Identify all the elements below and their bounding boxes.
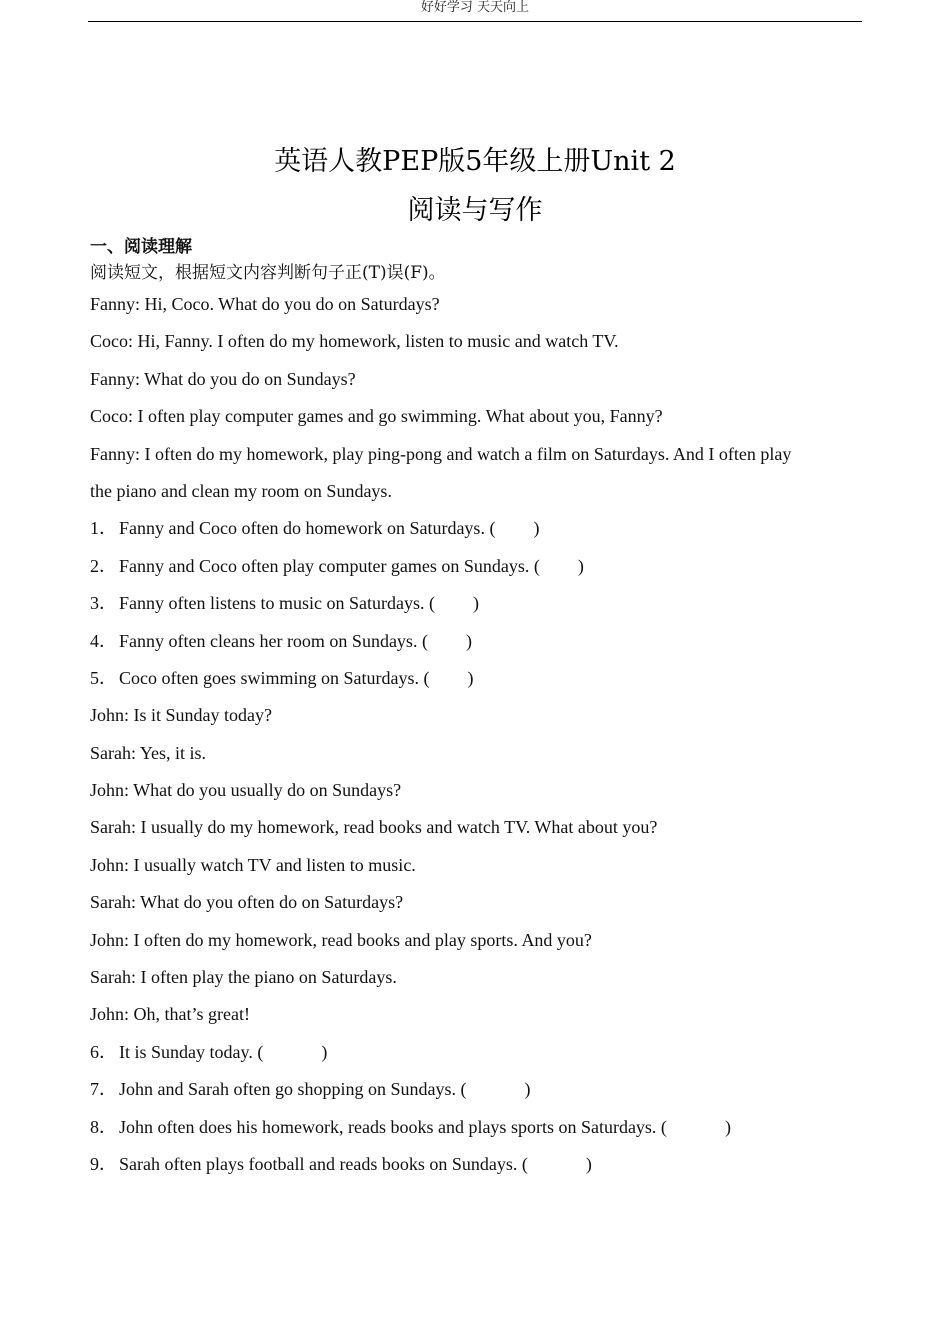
dialogue-line: Coco: Hi, Fanny. I often do my homework, listen to music and watch TV.	[90, 331, 619, 352]
question-number: 1．	[90, 518, 117, 539]
instruction-text: 阅读短文，根据短文内容判断句子正(T)误(F)。	[90, 263, 446, 283]
question-number: 8．	[90, 1116, 117, 1137]
question-close: )	[321, 1041, 328, 1062]
dialogue-line: Fanny: Hi, Coco. What do you do on Saturdays?	[90, 294, 440, 314]
question-item	[90, 1077, 860, 1114]
question-number: 6．	[90, 1041, 117, 1062]
question-text: Fanny often cleans her room on Sundays. (	[119, 630, 428, 651]
dialogue-line: the piano and clean my room on Sundays.	[90, 480, 392, 501]
dialogue-line: Coco: I often play computer games and go swimming. What about you, Fanny?	[90, 406, 663, 427]
question-close: )	[524, 1079, 531, 1100]
question-item	[90, 554, 860, 591]
dialogue-line: John: I usually watch TV and listen to music.	[90, 854, 416, 875]
dialogue-line: John: Is it Sunday today?	[90, 705, 272, 726]
question-number: 7．	[90, 1079, 117, 1100]
dialogue-line: John: I often do my homework, read books and play sports. And you?	[90, 929, 592, 950]
question-close: )	[467, 667, 474, 688]
question-text: John and Sarah often go shopping on Sundays. (	[119, 1079, 467, 1100]
exercise-body	[90, 292, 860, 1189]
question-text: Coco often goes swimming on Saturdays. (	[119, 667, 430, 688]
question-number: 3．	[90, 593, 117, 614]
dialogue-line: John: Oh, that’s great!	[90, 1004, 250, 1025]
question-close: )	[533, 518, 540, 539]
question-text: John often does his homework, reads books and plays sports on Saturdays. (	[119, 1116, 667, 1137]
question-close: )	[472, 593, 479, 614]
section-heading: 一、阅读理解	[90, 237, 192, 257]
question-item	[90, 1040, 860, 1077]
question-item	[90, 629, 860, 666]
dialogue-line: Sarah: I often play the piano on Saturdays.	[90, 967, 397, 988]
question-item	[90, 666, 860, 703]
question-text: It is Sunday today. (	[119, 1041, 264, 1062]
document-subtitle: 阅读与写作	[407, 195, 543, 226]
question-close: )	[724, 1116, 731, 1137]
question-number: 5．	[90, 667, 117, 688]
dialogue-line: Sarah: What do you often do on Saturdays?	[90, 892, 404, 913]
dialogue-line: Sarah: I usually do my homework, read books and watch TV. What about you?	[90, 817, 658, 838]
question-item	[90, 1152, 860, 1189]
document-title: 英语人教PEP版5年级上册Unit 2	[274, 146, 676, 177]
question-close: )	[465, 630, 472, 651]
question-text: Sarah often plays football and reads books on Sundays. (	[119, 1153, 528, 1174]
header-rule	[88, 21, 862, 22]
dialogue-line: Sarah: Yes, it is.	[90, 742, 207, 763]
page-header: 好好学习 天天向上	[420, 0, 530, 15]
question-number: 9．	[90, 1153, 117, 1174]
question-text: Fanny and Coco often play computer games on Sundays. (	[119, 555, 540, 576]
question-item	[90, 516, 860, 553]
question-number: 4．	[90, 630, 117, 651]
question-close: )	[585, 1153, 592, 1174]
question-number: 2．	[90, 555, 117, 576]
question-item	[90, 1115, 860, 1152]
dialogue-line: John: What do you usually do on Sundays?	[90, 780, 402, 801]
dialogue-line: Fanny: What do you do on Sundays?	[90, 368, 356, 389]
question-item	[90, 591, 860, 628]
question-text: Fanny often listens to music on Saturdays. (	[119, 593, 435, 614]
question-text: Fanny and Coco often do homework on Saturdays. (	[119, 518, 496, 539]
question-close: )	[577, 555, 584, 576]
dialogue-line: Fanny: I often do my homework, play ping-pong and watch a film on Saturdays. And I often play	[90, 443, 792, 464]
